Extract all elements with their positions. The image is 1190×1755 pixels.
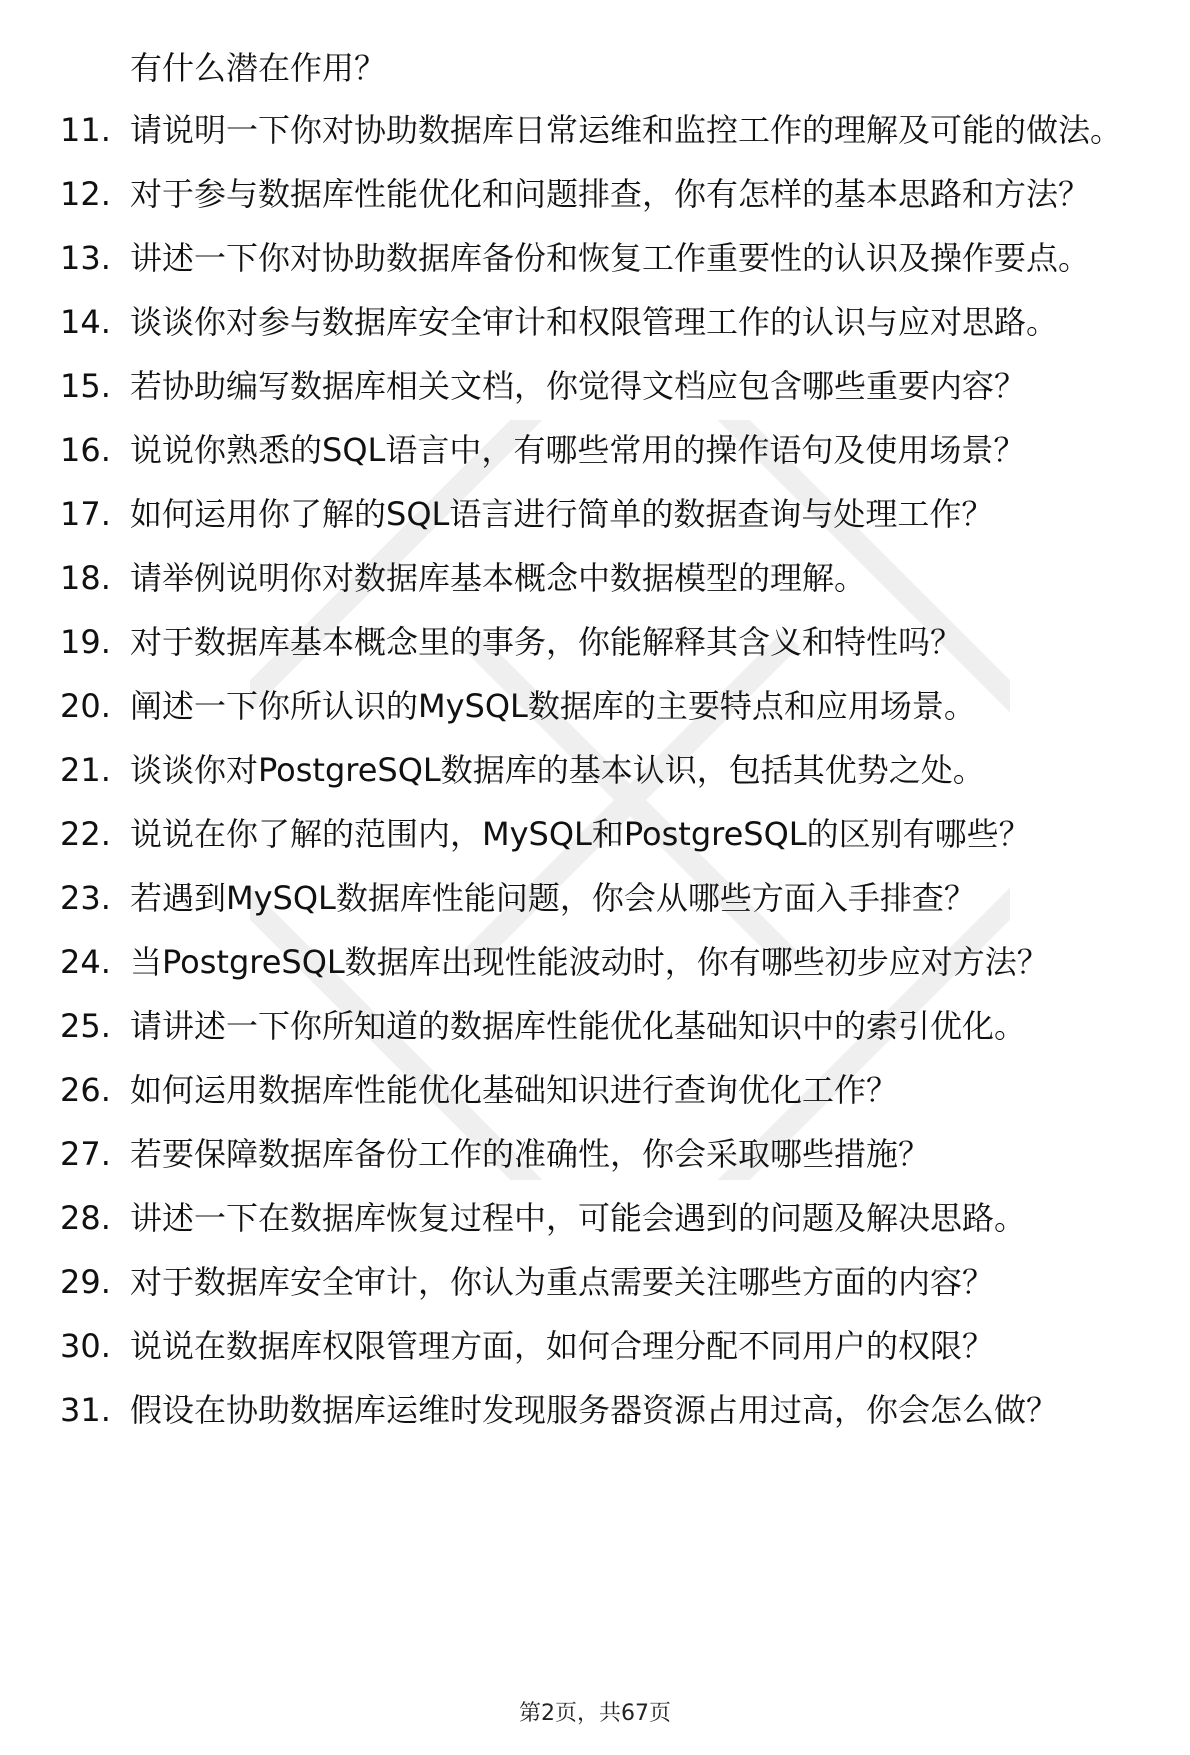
question-number: 23. xyxy=(60,879,111,917)
question-item xyxy=(60,174,1150,214)
question-content xyxy=(60,48,1150,1454)
question-text: 请举例说明你对数据库基本概念中数据模型的理解。 xyxy=(130,559,867,597)
question-number: 12. xyxy=(60,175,111,213)
question-text: 若遇到MySQL数据库性能问题，你会从哪些方面入手排查？ xyxy=(130,879,976,917)
question-item xyxy=(60,494,1150,534)
question-text: 对于数据库安全审计，你认为重点需要关注哪些方面的内容？ xyxy=(130,1263,995,1301)
question-item xyxy=(60,1198,1150,1238)
question-number: 15. xyxy=(60,367,111,405)
question-text: 对于数据库基本概念里的事务，你能解释其含义和特性吗？ xyxy=(130,623,963,661)
question-number: 19. xyxy=(60,623,111,661)
question-number: 24. xyxy=(60,943,111,981)
question-item xyxy=(60,622,1150,662)
question-number: 21. xyxy=(60,751,111,789)
question-continuation: 有什么潜在作用？ xyxy=(130,49,387,87)
question-item xyxy=(60,430,1150,470)
question-item xyxy=(60,1326,1150,1366)
question-number: 30. xyxy=(60,1327,111,1365)
question-number: 26. xyxy=(60,1071,111,1109)
question-item xyxy=(60,1262,1150,1302)
question-number: 29. xyxy=(60,1263,111,1301)
question-text: 如何运用数据库性能优化基础知识进行查询优化工作？ xyxy=(130,1071,899,1109)
question-text: 说说你熟悉的SQL语言中，有哪些常用的操作语句及使用场景？ xyxy=(130,431,1026,469)
question-item xyxy=(60,686,1150,726)
question-item xyxy=(60,814,1150,854)
question-item xyxy=(60,302,1150,342)
question-text: 请说明一下你对协助数据库日常运维和监控工作的理解及可能的做法。 xyxy=(130,111,1123,149)
question-item xyxy=(60,1390,1150,1430)
page-footer xyxy=(0,1700,1190,1728)
question-number: 18. xyxy=(60,559,111,597)
question-text: 讲述一下你对协助数据库备份和恢复工作重要性的认识及操作要点。 xyxy=(130,239,1091,277)
question-item xyxy=(60,238,1150,278)
question-text: 如何运用你了解的SQL语言进行简单的数据查询与处理工作？ xyxy=(130,495,994,533)
question-number: 22. xyxy=(60,815,111,853)
question-number: 31. xyxy=(60,1391,111,1429)
question-text: 说说在数据库权限管理方面，如何合理分配不同用户的权限？ xyxy=(130,1327,995,1365)
question-text: 对于参与数据库性能优化和问题排查，你有怎样的基本思路和方法？ xyxy=(130,175,1091,213)
question-item xyxy=(60,1070,1150,1110)
page-number-label: 第2页，共67页 xyxy=(519,1701,671,1726)
question-text: 若要保障数据库备份工作的准确性，你会采取哪些措施？ xyxy=(130,1135,931,1173)
question-number: 16. xyxy=(60,431,111,469)
question-item xyxy=(60,366,1150,406)
question-list xyxy=(60,110,1150,1430)
question-item xyxy=(60,1006,1150,1046)
question-text: 说说在你了解的范围内，MySQL和PostgreSQL的区别有哪些？ xyxy=(130,815,1031,853)
question-number: 20. xyxy=(60,687,111,725)
question-item xyxy=(60,942,1150,982)
question-number: 14. xyxy=(60,303,111,341)
question-text: 当PostgreSQL数据库出现性能波动时，你有哪些初步应对方法？ xyxy=(130,943,1049,981)
question-text: 讲述一下在数据库恢复过程中，可能会遇到的问题及解决思路。 xyxy=(130,1199,1027,1237)
question-text: 请讲述一下你所知道的数据库性能优化基础知识中的索引优化。 xyxy=(130,1007,1027,1045)
question-number: 17. xyxy=(60,495,111,533)
question-number: 11. xyxy=(60,111,111,149)
question-number: 25. xyxy=(60,1007,111,1045)
question-text: 假设在协助数据库运维时发现服务器资源占用过高，你会怎么做？ xyxy=(130,1391,1059,1429)
question-item xyxy=(60,878,1150,918)
question-number: 13. xyxy=(60,239,111,277)
question-item xyxy=(60,1134,1150,1174)
question-number: 27. xyxy=(60,1135,111,1173)
question-item xyxy=(60,750,1150,790)
question-text: 谈谈你对参与数据库安全审计和权限管理工作的认识与应对思路。 xyxy=(130,303,1059,341)
question-text: 若协助编写数据库相关文档，你觉得文档应包含哪些重要内容？ xyxy=(130,367,1027,405)
question-item xyxy=(60,110,1150,150)
question-text: 阐述一下你所认识的MySQL数据库的主要特点和应用场景。 xyxy=(130,687,976,725)
question-number: 28. xyxy=(60,1199,111,1237)
question-text: 谈谈你对PostgreSQL数据库的基本认识，包括其优势之处。 xyxy=(130,751,985,789)
question-item xyxy=(60,558,1150,598)
